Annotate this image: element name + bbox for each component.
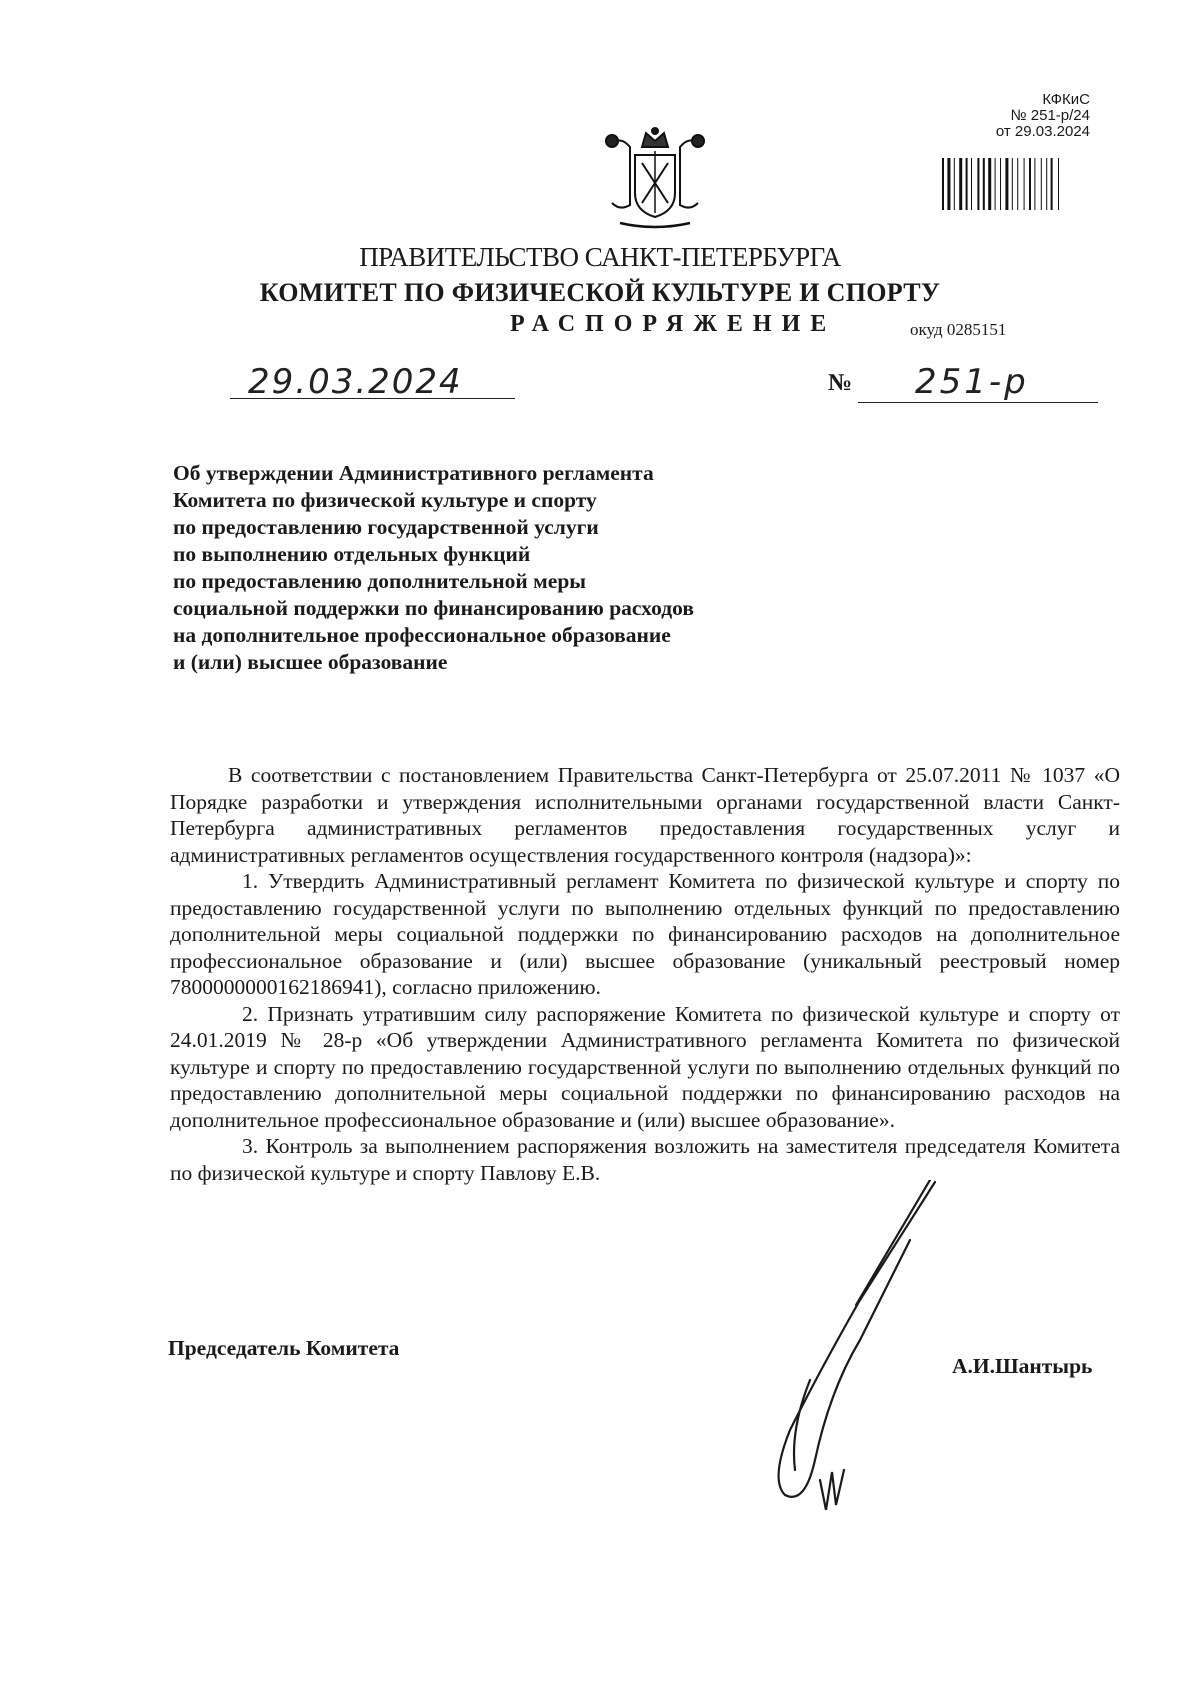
item-2-paragraph: 2. Признать утратившим силу распоряжение Комитета по физической культуре и спорту от 24.01.2019 № 28-р «Об утверждении Административного регламента Комитета по физической культуре и спорту по предоставлению государственной услуги по выполнению отдельных функций по предоставлению дополнительной меры социальной поддержки по финансированию расходов на дополнительное профессиональное образование и (или) высшее образование».: [170, 1001, 1120, 1132]
registration-stamp: [950, 92, 1090, 140]
document-subject: [173, 460, 813, 676]
subject-line: по предоставлению государственной услуги: [173, 515, 599, 539]
number-label: №: [828, 370, 853, 396]
committee-title: КОМИТЕТ ПО ФИЗИЧЕСКОЙ КУЛЬТУРЕ И СПОРТУ: [259, 278, 941, 307]
subject-line: по выполнению отдельных функций: [173, 542, 531, 566]
subject-line: и (или) высшее образование: [173, 650, 448, 674]
signatory-name: А.И.Шантырь: [952, 1354, 1093, 1378]
subject-line: социальной поддержки по финансированию расходов: [173, 596, 694, 620]
handwritten-signature-icon: [740, 1180, 980, 1510]
spb-coat-of-arms-icon: [600, 125, 710, 230]
barcode-icon: [940, 158, 1090, 210]
signatory-position: Председатель Комитета: [168, 1336, 400, 1360]
handwritten-number: 251-р: [915, 362, 1029, 402]
stamp-line-number: № 251-р/24: [1010, 107, 1090, 124]
subject-line: Об утверждении Административного регламента: [173, 461, 654, 485]
subject-line: Комитета по физической культуре и спорту: [173, 488, 597, 512]
item-3-paragraph: 3. Контроль за выполнением распоряжения возложить на заместителя председателя Комитета по физической культуре и спорту Павлову Е.В.: [170, 1134, 1120, 1185]
handwritten-date: 29.03.2024: [248, 362, 463, 402]
document-type: РАСПОРЯЖЕНИЕ: [510, 311, 837, 337]
preamble-paragraph: В соответствии с постановлением Правительства Санкт-Петербурга от 25.07.2011 № 1037 «О Порядке разработки и утверждения исполнительными органами государственной власти Санкт-Петербурга административных регламентов предоставления государственных услуг и административных регламентов осуществления государственного контроля (надзора)»:: [170, 763, 1120, 867]
stamp-line-org: КФКиС: [1042, 91, 1090, 108]
subject-line: по предоставлению дополнительной меры: [173, 569, 587, 593]
okud-code: окуд 0285151: [910, 320, 1007, 339]
item-1-paragraph: 1. Утвердить Административный регламент Комитета по физической культуре и спорту по предоставлению государственной услуги по выполнению отдельных функций по предоставлению дополнительной меры социальной поддержки по финансированию расходов на дополнительное профессиональное образование и (или) высшее образование (уникальный реестровый номер 7800000000162186941), согласно приложению.: [170, 869, 1120, 999]
stamp-line-date: от 29.03.2024: [995, 123, 1090, 140]
document-body: [170, 762, 1120, 1186]
government-title: ПРАВИТЕЛЬСТВО САНКТ-ПЕТЕРБУРГА: [359, 242, 841, 272]
subject-line: на дополнительное профессиональное образование: [173, 623, 671, 647]
